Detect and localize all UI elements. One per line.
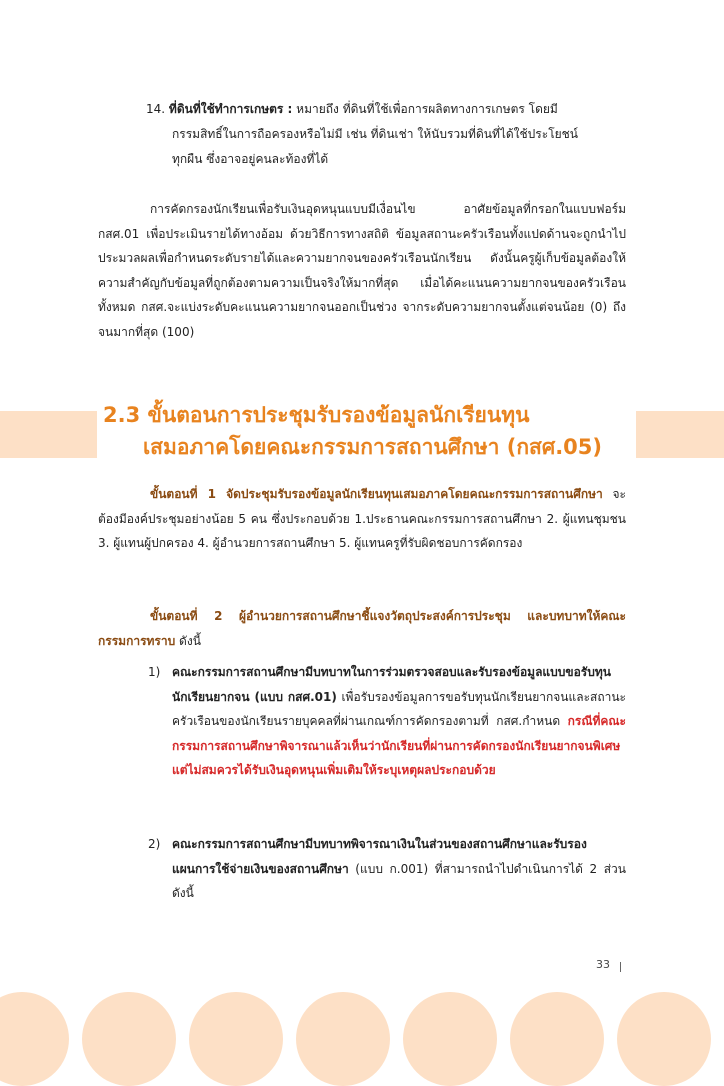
list-item-2-text: (แบบ ก.001) ที่สามารถนำไปดำเนินการได้ 2 ส่วน ดังนี้ (172, 861, 626, 900)
page-number-divider (620, 962, 621, 972)
item-14-line2: กรรมสิทธิ์ในการถือครองหรือไม่มี เช่น ที่ดินเช่า ให้นับรวมที่ดินที่ได้ใช้ประโยชน์ (172, 127, 579, 141)
list-item-1 (172, 660, 626, 783)
list-item-1-number: 1) (148, 665, 161, 679)
footer-scallop (0, 992, 69, 1086)
item-14-line3: ทุกผืน ซึ่งอาจอยู่คนละท้องที่ได้ (172, 152, 329, 166)
step-2-paragraph (98, 604, 626, 653)
item-14-number: 14. (146, 102, 166, 116)
heading-band-right (636, 411, 724, 458)
screening-paragraph: การคัดกรองนักเรียนเพื่อรับเงินอุดหนุนแบบมีเงื่อนไข อาศัยข้อมูลที่กรอกในแบบฟอร์ม กสศ.01 เพื่อประเมินรายได้ทางอ้อม ด้วยวิธีการทางสถิติ ข้อมูลสถานะครัวเรือนทั้งแปดด้านจะถูกนำไปประมวลผลเพื่อกำหนดระดับรายได้และความยากจนของครัวเรือนนักเรียน ดังนั้นครูผู้เก็บข้อมูลต้องให้ความสำคัญกับข้อมูลที่ถูกต้องตามความเป็นจริงให้มากที่สุด เมื่อได้คะแนนความยากจนของครัวเรือนทั้งหมด กสศ.จะแบ่งระดับคะแนนความยากจนออกเป็นช่วง จากระดับความยากจนตั้งแต่จนน้อย (0) ถึง จนมากที่สุด (100) (98, 202, 626, 339)
section-heading-line1: 2.3 ขั้นตอนการประชุมรับรองข้อมูลนักเรียนทุน (103, 403, 530, 427)
page-number: 33 (596, 958, 610, 971)
item-14-term: ที่ดินที่ใช้ทำการเกษตร : (168, 102, 293, 116)
step-2-text: ดังนี้ (175, 633, 201, 648)
heading-band-left (0, 411, 97, 458)
footer-scallop (510, 992, 604, 1086)
footer-scallop (403, 992, 497, 1086)
footer-scallop (296, 992, 390, 1086)
footer-scallop (82, 992, 176, 1086)
step-1-label: ขั้นตอนที่ 1 จัดประชุมรับรองข้อมูลนักเรียนทุนเสมอภาคโดยคณะกรรมการสถานศึกษา (150, 487, 603, 501)
step-1-text: จะต้องมีองค์ประชุมอย่างน้อย 5 คน ซึ่งประกอบด้วย 1.ประธานคณะกรรมการสถานศึกษา 2. ผู้แทนชุมชน 3. ผู้แทนผู้ปกครอง 4. ผู้อำนวยการสถานศึกษา 5. ผู้แทนครูที่รับผิดชอบการคัดกรอง (98, 487, 626, 550)
item-14 (146, 97, 626, 122)
section-heading (103, 399, 633, 463)
list-item-1-text: เพื่อรับรองข้อมูลการขอรับทุนนักเรียนยากจนและสถานะครัวเรือนของนักเรียนรายบุคคลที่ผ่านเกณฑ์การคัดกรองตามที่ กสศ.กำหนด (172, 689, 626, 728)
item-14-line1: หมายถึง ที่ดินที่ใช้เพื่อการผลิตทางการเกษตร โดยมี (296, 102, 558, 116)
step-1-paragraph (98, 482, 626, 556)
list-item-2-bold: คณะกรรมการสถานศึกษามีบทบาทพิจารณาเงินในส่วนของสถานศึกษาและรับรองแผนการใช้จ่ายเงินของสถานศึกษา (172, 837, 587, 876)
step-2-label: ขั้นตอนที่ 2 ผู้อำนวยการสถานศึกษาชี้แจงวัตถุประสงค์การประชุม และบทบาทให้คณะกรรมการทราบ (98, 609, 626, 648)
footer-scallop (617, 992, 711, 1086)
section-heading-line2: เสมอภาคโดยคณะกรรมการสถานศึกษา (กสศ.05) (143, 435, 602, 459)
list-item-2 (172, 832, 626, 906)
footer-scallop (189, 992, 283, 1086)
list-item-2-number: 2) (148, 837, 161, 851)
list-item-1-warning: กรณีที่คณะกรรมการสถานศึกษาพิจารณาแล้วเห็นว่านักเรียนที่ผ่านการคัดกรองนักเรียนยากจนพิเศษแต่ไม่สมควรได้รับเงินอุดหนุนเพิ่มเติมให้ระบุเหตุผลประกอบด้วย (172, 714, 626, 777)
list-item-1-bold: คณะกรรมการสถานศึกษามีบทบาทในการร่วมตรวจสอบและรับรองข้อมูลแบบขอรับทุนนักเรียนยากจน (แบบ กสศ.01) (172, 665, 611, 704)
